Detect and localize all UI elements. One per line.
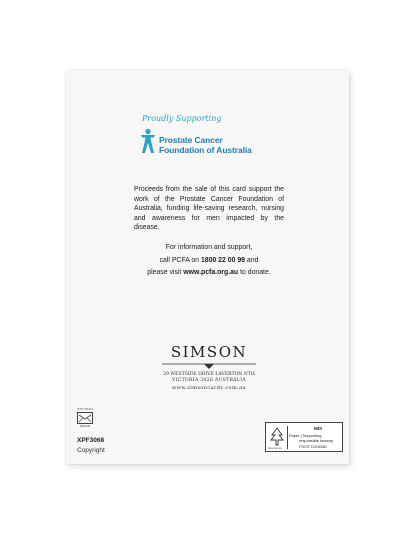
postage-mark xyxy=(77,408,93,428)
publisher-website: www.simsoncards.com.au xyxy=(171,385,247,391)
publisher-logo: SIMSON xyxy=(170,343,248,361)
proudly-supporting-text: Proudly Supporting xyxy=(142,114,222,123)
greeting-card-back xyxy=(66,70,349,464)
publisher-address-line1: 29 WESTSIDE DRIVE LAVERTON NTH xyxy=(163,372,255,377)
postage-label: POST OFFICE xyxy=(77,408,93,411)
copyright-text: Copyright xyxy=(77,447,105,454)
publisher-block xyxy=(162,343,256,391)
org-name-line1: Prostate Cancer xyxy=(159,135,223,145)
call-suffix: and xyxy=(245,256,259,264)
pcfa-logo xyxy=(140,128,290,160)
publisher-divider xyxy=(162,362,256,370)
call-prefix: call PCFA on xyxy=(159,256,201,264)
fsc-certification-box xyxy=(265,422,343,452)
info-block xyxy=(116,242,302,280)
fsc-license-code: FSC® C019285 xyxy=(299,444,327,449)
org-name-line2: Foundation of Australia xyxy=(159,145,252,155)
envelope-icon xyxy=(77,412,93,424)
info-line3 xyxy=(116,267,302,280)
product-code: XPF3068 xyxy=(77,437,105,444)
info-line2 xyxy=(116,255,302,268)
postage-sub-label: PREPAID xyxy=(79,425,91,428)
visit-prefix: please visit xyxy=(147,269,184,276)
ribbon-figure-icon xyxy=(140,128,156,154)
description-text: Proceeds from the sale of this card support the work of the Prostate Cancer Foundation of Australia, funding life-saving research, nursing and awareness for men impacted by the disease. xyxy=(134,186,284,231)
fsc-divider xyxy=(287,426,288,449)
pcfa-url: www.pcfa.org.au xyxy=(183,269,239,276)
visit-suffix: to donate. xyxy=(238,269,271,276)
info-line1: For information and support, xyxy=(165,244,253,251)
phone-number: 1800 22 00 99 xyxy=(200,256,246,264)
fsc-line1: Paper | Supporting xyxy=(289,433,322,438)
fsc-line2: responsible forestry xyxy=(299,438,333,443)
fsc-url: www.fsc.org xyxy=(268,447,282,450)
fsc-mix-label: MIX xyxy=(314,426,323,431)
fsc-tree-icon xyxy=(269,427,285,446)
publisher-address-line2: VICTORIA 3026 AUSTRALIA xyxy=(172,378,246,383)
